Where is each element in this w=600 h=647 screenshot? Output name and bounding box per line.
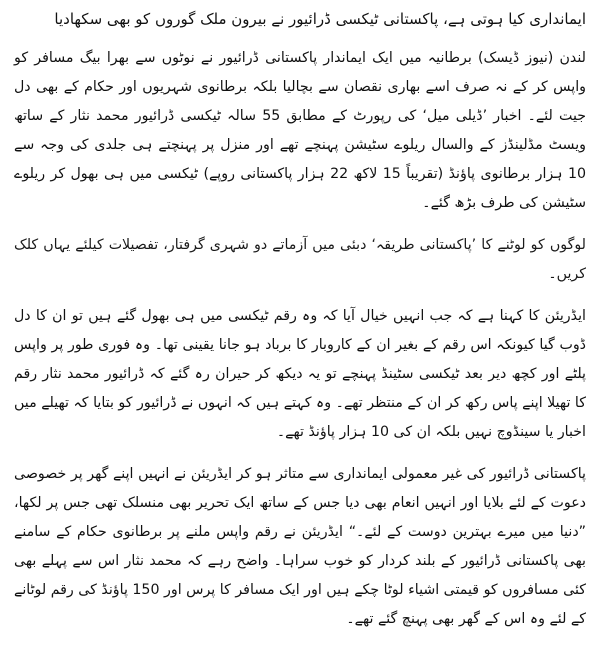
article-paragraph-4: پاکستانی ڈرائیور کی غیر معمولی ایمانداری سے متاثر ہو کر ایڈریئن نے انہیں اپنے گھر پر خصوصی دعوت کے لئے بلایا اور انہیں انعام بھی دیا جس کے ساتھ ایک تحریر بھی منسلک تھی جس پر لکھا، ”دنیا میں میرے بہترین دوست کے لئے۔“ ایڈریئن نے رقم واپس ملنے پر برطانوی حکام کے سامنے بھی پاکستانی ڈرائیور کے بلند کردار کو خوب سراہا۔ واضح رہے کہ محمد نثار اس سے پہلے بھی کئی مسافروں کو قیمتی اشیاء لوٹا چکے ہیں اور ایک مسافر کا پرس اور 150 پاﺅنڈ کی رقم لوٹانے کے لئے وہ اس کے گھر بھی پہنچ گئے تھے۔ [14, 466, 586, 627]
article-paragraph-1: لندن (نیوز ڈیسک) برطانیہ میں ایک ایماندار پاکستانی ڈرائیور نے نوٹوں سے بھرا بیگ مسافر کو واپس کر کے نہ صرف اسے بھاری نقصان سے بچالیا بلکہ برطانوی شہریوں اور حکام کے بھی دل جیت لئے۔ اخبار ’ڈیلی میل‘ کی رپورٹ کے مطابق 55 سالہ ٹیکسی ڈرائیور محمد نثار کے ساتھ ویسٹ مڈلینڈز کے والسال ریلوے سٹیشن پہنچے تھے اور منزل پر پہنچتے ہی جلدی کی وجہ سے 10 ہزار برطانوی پاﺅنڈ (تقریباً 15 لاکھ 22 ہزار پاکستانی روپے) ٹیکسی میں ہی بھول کر ریلوے سٹیشن کی طرف بڑھ گئے۔ [14, 50, 587, 211]
article [14, 4, 586, 647]
article-title: ایمانداری کیا ہوتی ہے، پاکستانی ٹیکسی ڈرائیور نے بیرون ملک گوروں کو بھی سکھادیا [54, 10, 586, 28]
related-article-link[interactable]: لوگوں کو لوٹنے کا ’پاکستانی طریقہ‘ دبئی میں آزماتے دو شہری گرفتار، تفصیلات کیلئے یہاں کلک کریں۔ [14, 237, 586, 282]
article-paragraph-3: ایڈریئن کا کہنا ہے کہ جب انہیں خیال آیا کہ وہ رقم ٹیکسی میں ہی بھول گئے ہیں تو ان کا دل ڈوب گیا کیونکہ اس رقم کے بغیر ان کے کاروبار کا برباد ہو جانا یقینی تھا۔ وہ فوری طور پر واپس پلٹے اور کچھ دیر بعد ٹیکسی سٹینڈ پہنچے تو یہ دیکھ کر حیران رہ گئے کہ ڈرائیور محمد نثار رقم کا تھیلا اپنے پاس رکھ کر ان کے منتظر تھے۔ وہ کہتے ہیں کہ انہوں نے ڈرائیور کو بتایا کہ تھیلے میں اخبار یا سینڈوچ نہیں بلکہ ان کی 10 ہزار پاﺅنڈ تھے۔ [14, 308, 586, 440]
